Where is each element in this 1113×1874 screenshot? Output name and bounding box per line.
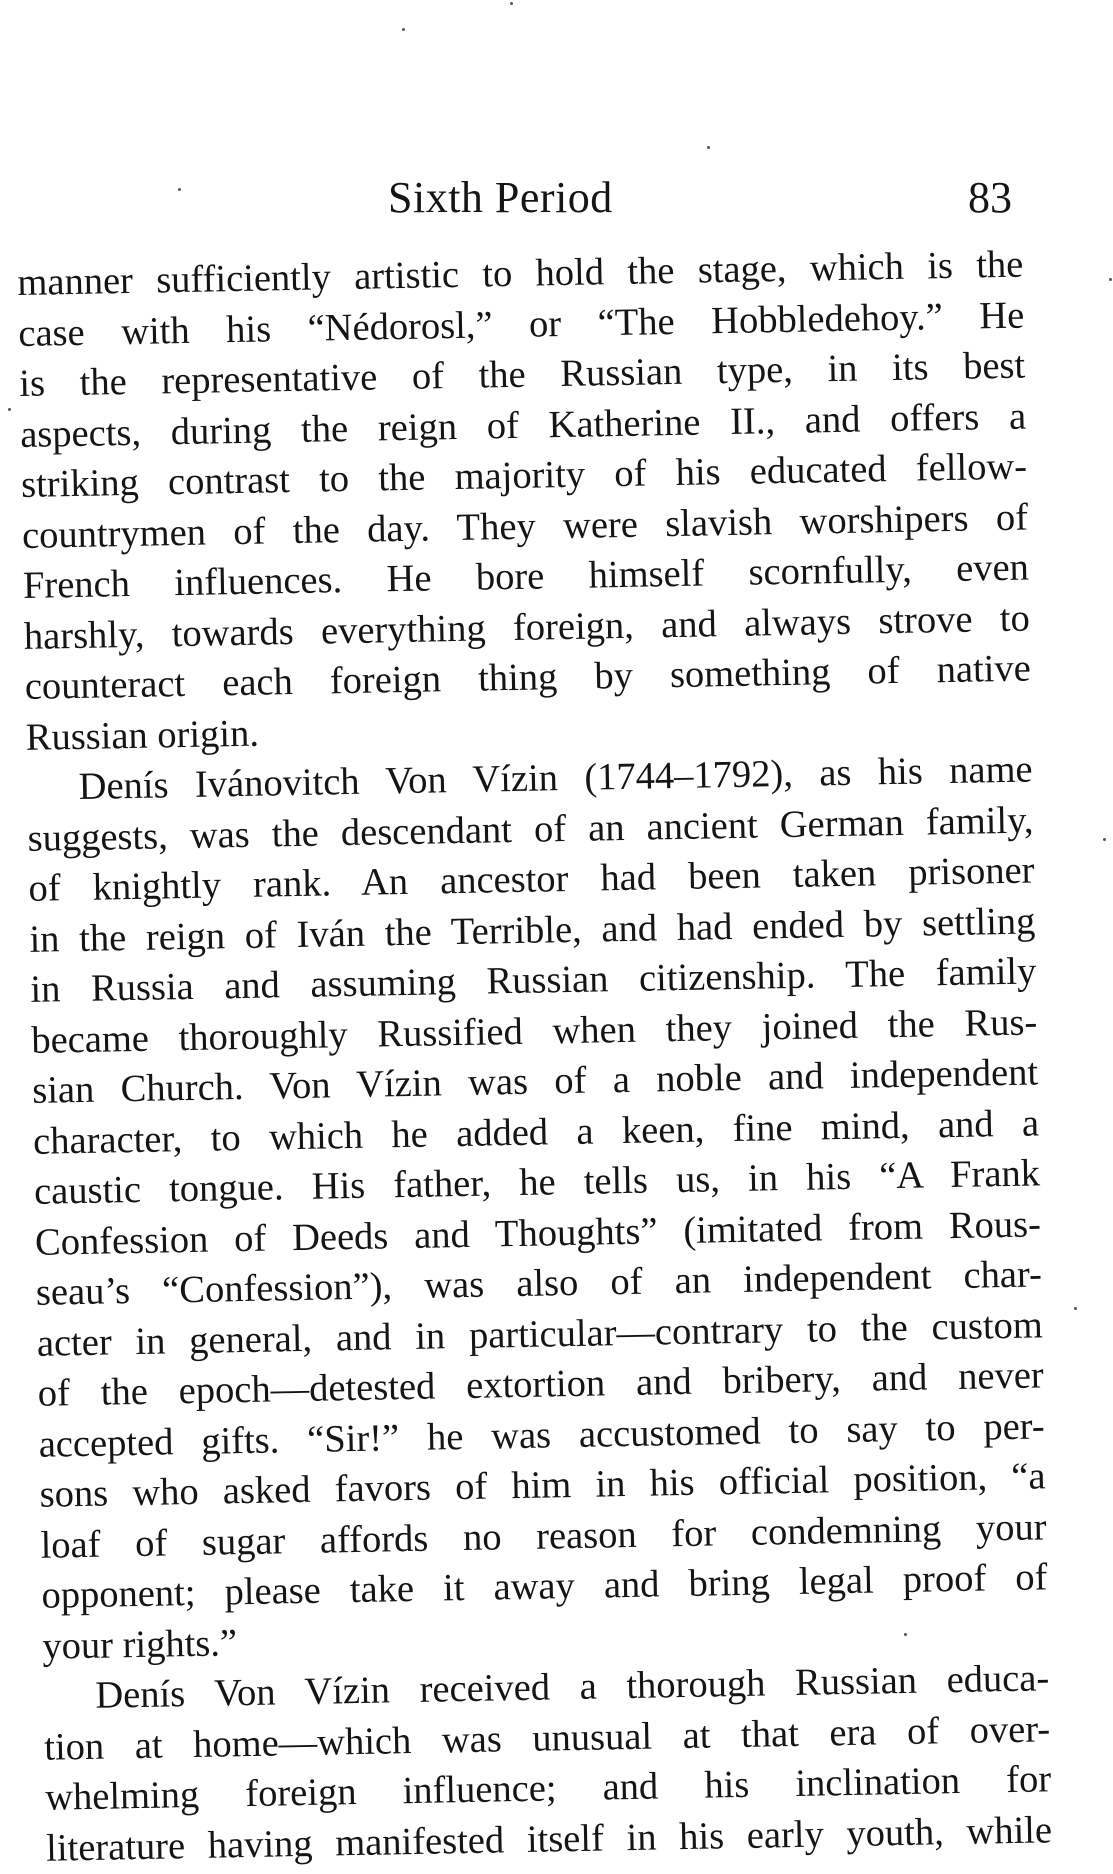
text-line: counteract each foreign thing by something of native: [24, 647, 1032, 708]
scan-speck: [1109, 278, 1112, 281]
text-line: sons who asked favors of him in his official position, “a: [39, 1455, 1046, 1516]
paragraph-first-line: Denís Von Vízin received a thorough Russian educa-: [94, 1657, 1050, 1717]
text-line: in the reign of Iván the Terrible, and had ended by settling: [29, 899, 1036, 961]
text-line: literature having manifested itself in his early youth, while: [45, 1808, 1053, 1870]
text-line: acter in general, and in particular—contrary to the custom: [36, 1303, 1044, 1365]
body-text: [17, 240, 1052, 1874]
text-line: accepted gifts. “Sir!” he was accustomed to say to per-: [38, 1404, 1045, 1466]
text-line: Russian origin.: [25, 712, 260, 759]
scan-speck: [8, 408, 11, 411]
text-line: is the representative of the Russian type, in its best: [18, 344, 1026, 405]
text-line: became thoroughly Russified when they joined the Rus-: [30, 1000, 1038, 1062]
text-line: opponent; please take it away and bring legal proof of: [41, 1556, 1048, 1617]
scan-speck: [904, 1633, 907, 1636]
text-line: loaf of sugar affords no reason for condemning your: [40, 1505, 1047, 1567]
page-number: 83: [968, 173, 1012, 222]
text-line: aspects, during the reign of Katherine II., and offers a: [19, 395, 1027, 456]
text-line: of the epoch—detested extortion and bribery, and never: [37, 1354, 1045, 1415]
scan-speck: [510, 2, 513, 5]
running-head: [0, 168, 1113, 228]
text-line: your rights.”: [42, 1621, 238, 1668]
text-line: countrymen of the day. They were slavish worshipers of: [21, 496, 1029, 557]
text-line: Confession of Deeds and Thoughts” (imitated from Rous-: [34, 1202, 1042, 1264]
running-head-title: Sixth Period: [388, 173, 613, 222]
text-line: striking contrast to the majority of his educated fellow-: [20, 445, 1028, 506]
paragraph-first-line: Denís Ivánovitch Von Vízin (1744–1792), as his name: [78, 748, 1033, 808]
text-line: in Russia and assuming Russian citizenship. The family: [30, 950, 1037, 1011]
text-line: sian Church. Von Vízin was of a noble and independent: [31, 1051, 1039, 1112]
scan-speck: [707, 146, 710, 149]
text-line: seau’s “Confession”), was also of an independent char-: [35, 1253, 1043, 1314]
text-line: manner sufficiently artistic to hold the stage, which is the: [17, 243, 1024, 304]
scan-speck: [402, 28, 405, 31]
text-line: character, to which he added a keen, fine mind, and a: [32, 1101, 1040, 1163]
text-line: suggests, was the descendant of an ancient German family,: [27, 798, 1034, 860]
text-line: whelming foreign influence; and his inclination for: [44, 1758, 1052, 1819]
text-line: tion at home—which was unusual at that era of over-: [43, 1707, 1051, 1769]
text-line: caustic tongue. His father, he tells us, in his “A Frank: [33, 1152, 1041, 1213]
text-line: French influences. He bore himself scornfully, even: [22, 546, 1030, 607]
text-line: case with his “Nédorosl,” or “The Hobbledehoy.” He: [17, 294, 1025, 355]
text-line: harshly, towards everything foreign, and always strove to: [23, 597, 1031, 658]
text-line: of knightly rank. An ancestor had been taken prisoner: [28, 849, 1035, 910]
scan-speck: [1074, 1307, 1077, 1310]
scan-speck: [1103, 838, 1106, 841]
scan-speck: [178, 188, 181, 191]
